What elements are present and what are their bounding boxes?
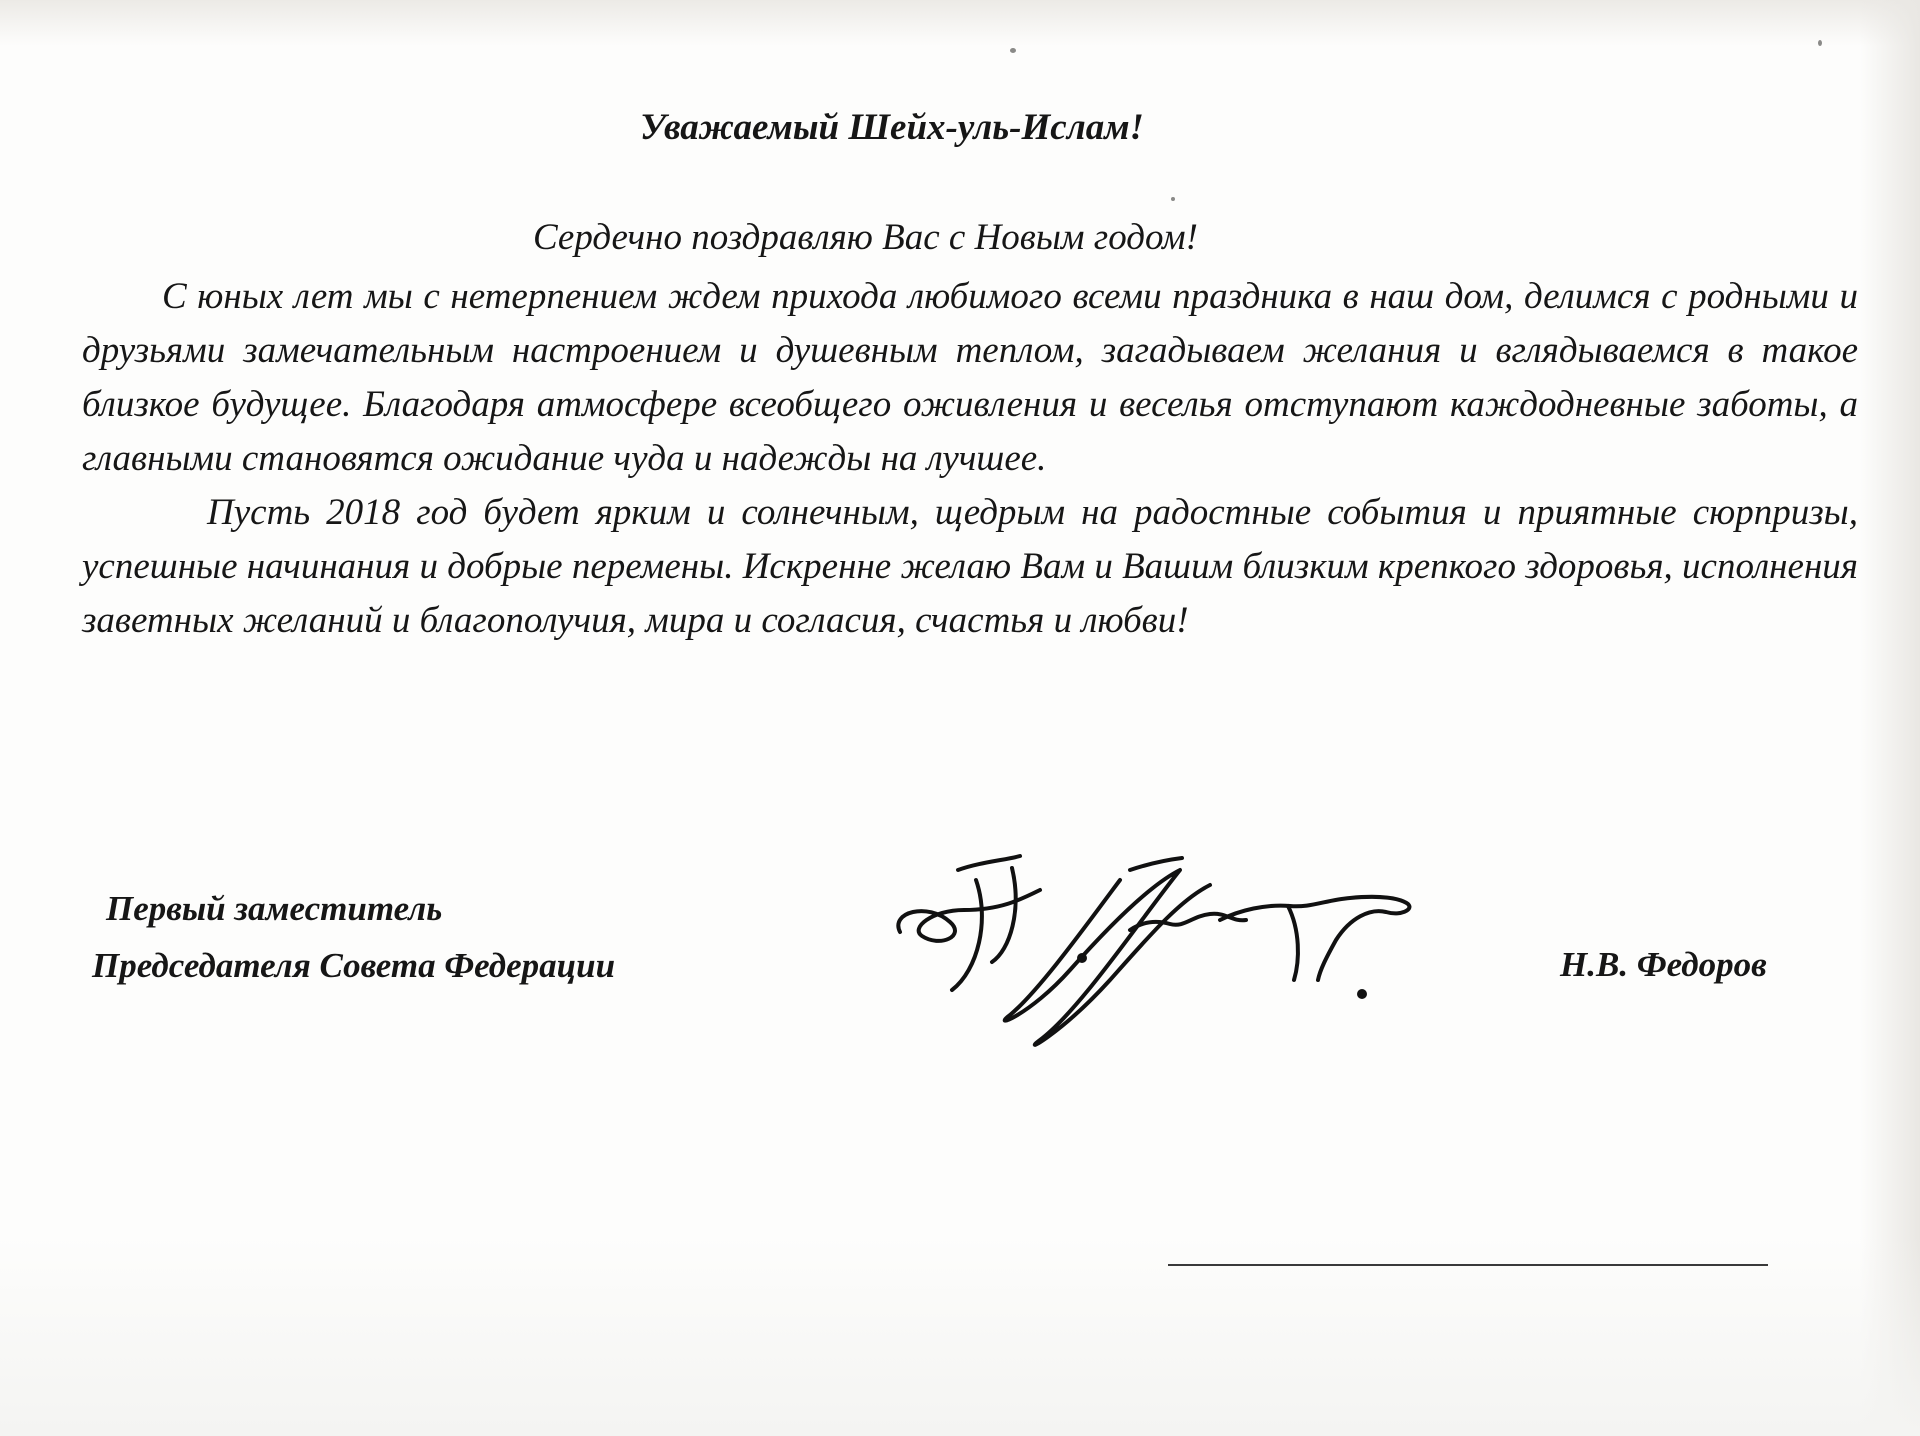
signatory-position-line1: Первый заместитель: [106, 889, 443, 928]
letter-body: [82, 270, 1858, 648]
signatory-position: [92, 880, 615, 994]
letter-greeting: Сердечно поздравляю Вас с Новым годом!: [533, 217, 1198, 258]
signature-stroke: [898, 890, 1040, 941]
scan-speck: [1010, 48, 1016, 53]
handwritten-signature: [880, 840, 1460, 1060]
signature-stroke: [1005, 870, 1210, 1045]
scan-top-edge: [0, 0, 1920, 46]
letter-paragraph: Пусть 2018 год будет ярким и солнечным, щедрым на радостные события и приятные сюрпризы, успешные начинания и добрые перемены. Искренне желаю Вам и Вашим близким крепкого здоровья, исполнения заветных желаний и благополучия, мира и согласия, счастья и любви!: [82, 492, 1858, 641]
footer-rule-line: [1168, 1264, 1768, 1266]
signature-stroke: [1220, 897, 1409, 980]
signature-stroke: [1288, 906, 1298, 980]
scan-speck: [1171, 197, 1175, 201]
signer-name: Н.В. Федоров: [1560, 945, 1767, 984]
signature-stroke: [1130, 858, 1182, 870]
signature-dot: [1077, 953, 1087, 963]
signatory-position-line2: Председателя Совета Федерации: [92, 946, 616, 985]
signature-dot: [1357, 989, 1367, 999]
letter-salutation: Уважаемый Шейх-уль-Ислам!: [640, 107, 1144, 148]
signature-stroke: [992, 868, 1016, 962]
signature-stroke: [952, 880, 982, 990]
scan-right-edge: [1860, 0, 1920, 1436]
letter-paragraph: С юных лет мы с нетерпением ждем прихода любимого всеми праздника в наш дом, делимся с родными и друзьями замечательным настроением и душевным теплом, загадываем желания и вглядываемся в такое близкое будущее. Благодаря атмосфере всеобщего оживления и веселья отступают каждодневные заботы, а главными становятся ожидание чуда и надежды на лучшее.: [82, 276, 1858, 479]
scan-speck: [1818, 40, 1822, 46]
